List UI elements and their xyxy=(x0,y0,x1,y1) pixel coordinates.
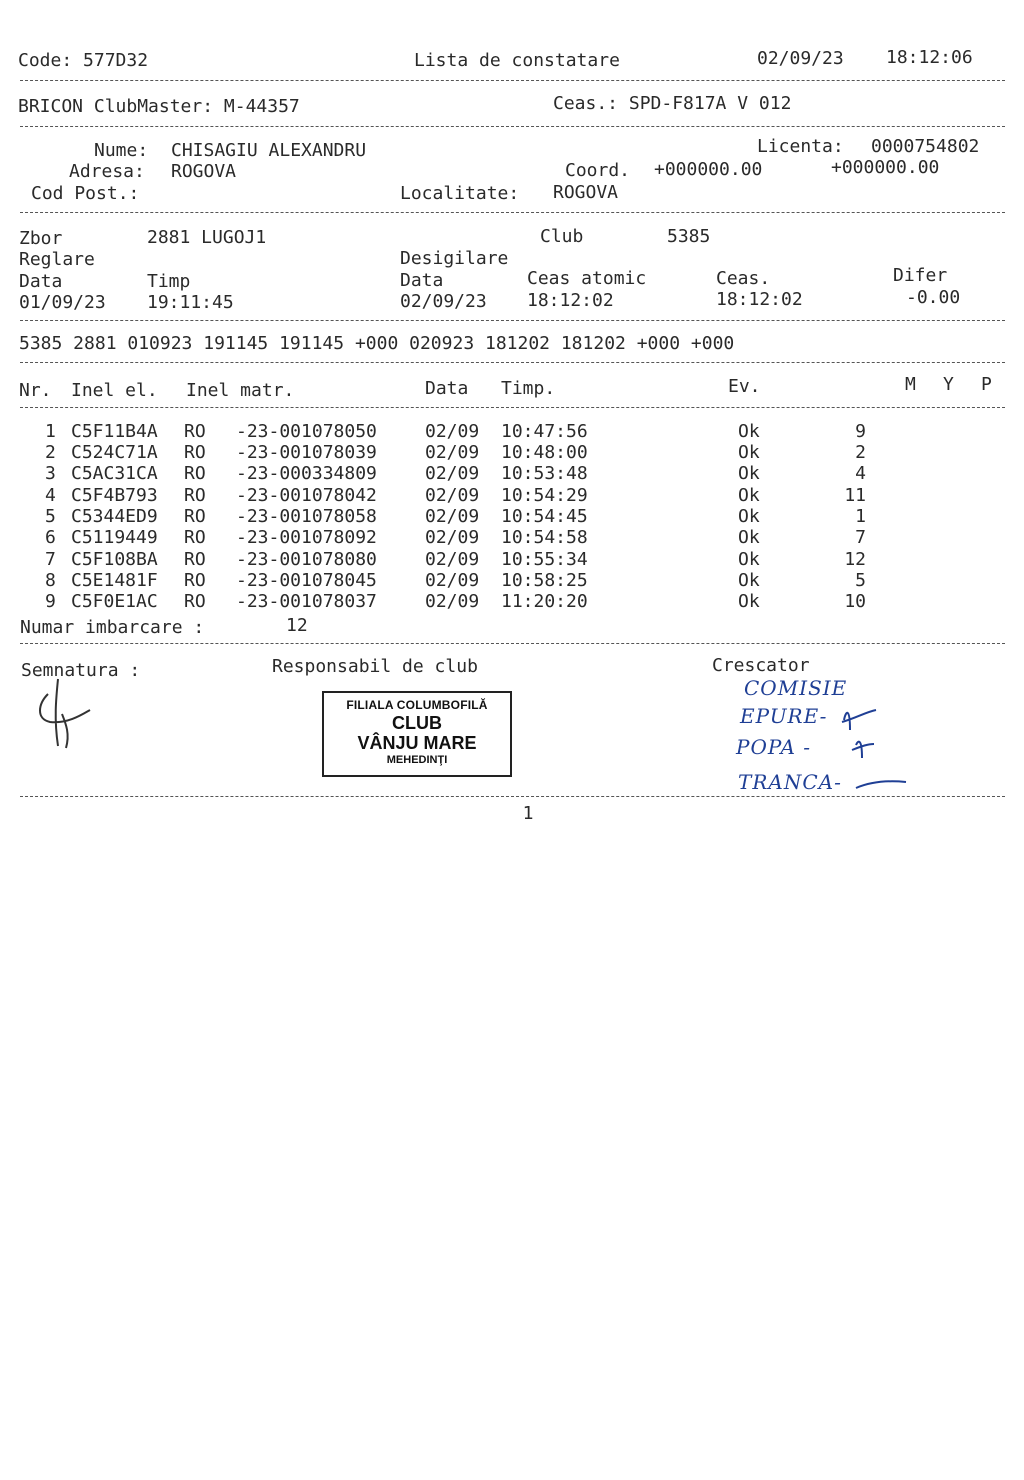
postal-label: Cod Post.: xyxy=(31,183,140,204)
report-code: Code: 577D32 xyxy=(18,50,149,71)
desigilare-date: 02/09/23 xyxy=(400,291,487,312)
license-number: 0000754802 xyxy=(871,136,980,157)
semnatura-label: Semnatura : xyxy=(21,660,141,681)
ceas-label: Ceas. xyxy=(716,268,771,289)
row-nr: 5 xyxy=(45,506,56,527)
handwritten-name-2: POPA - xyxy=(736,735,812,759)
row-nr: 2 xyxy=(45,442,56,463)
row-m: 12 xyxy=(844,549,866,570)
row-m: 2 xyxy=(855,442,866,463)
row-inel-el: C5E1481F xyxy=(71,570,158,591)
handwritten-initials xyxy=(836,700,916,810)
row-nr: 4 xyxy=(45,485,56,506)
coord-label: Coord. xyxy=(565,160,631,181)
row-time: 10:48:00 xyxy=(501,442,588,463)
row-m: 4 xyxy=(855,463,866,484)
row-inel-el: C5344ED9 xyxy=(71,506,158,527)
data-label: Data xyxy=(19,271,63,292)
row-country: RO xyxy=(184,549,206,570)
club-master: BRICON ClubMaster: M-44357 xyxy=(18,96,300,117)
responsabil-label: Responsabil de club xyxy=(272,656,478,677)
row-event: Ok xyxy=(738,442,760,463)
row-nr: 1 xyxy=(45,421,56,442)
row-time: 10:54:58 xyxy=(501,527,588,548)
crescator-label: Crescator xyxy=(712,655,810,676)
row-time: 11:20:20 xyxy=(501,591,588,612)
row-country: RO xyxy=(184,527,206,548)
col-header-data: Data xyxy=(425,378,469,399)
table-row xyxy=(0,570,1024,591)
row-inel-matr: -23-000334809 xyxy=(236,463,377,484)
row-inel-el: C5119449 xyxy=(71,527,158,548)
owner-address: ROGOVA xyxy=(171,161,237,182)
row-event: Ok xyxy=(738,506,760,527)
clock-time: 18:12:02 xyxy=(716,289,803,310)
row-inel-matr: -23-001078080 xyxy=(236,549,377,570)
timp-label: Timp xyxy=(147,271,191,292)
row-date: 02/09 xyxy=(425,442,480,463)
row-country: RO xyxy=(184,506,206,527)
row-time: 10:58:25 xyxy=(501,570,588,591)
data-label: Data xyxy=(400,270,444,291)
coord-value-1: +000000.00 xyxy=(654,159,763,180)
row-time: 10:55:34 xyxy=(501,549,588,570)
divider xyxy=(20,796,1005,797)
table-row xyxy=(0,485,1024,506)
row-inel-el: C5F11B4A xyxy=(71,421,158,442)
row-nr: 9 xyxy=(45,591,56,612)
divider xyxy=(20,212,1005,213)
divider xyxy=(20,407,1005,408)
divider xyxy=(20,320,1005,321)
zbor-value: 2881 LUGOJ1 xyxy=(147,227,267,248)
table-row xyxy=(0,463,1024,484)
row-nr: 8 xyxy=(45,570,56,591)
reglare-date: 01/09/23 xyxy=(19,292,106,313)
code-line: 5385 2881 010923 191145 191145 +000 020923 181202 181202 +000 +000 xyxy=(19,333,735,354)
row-event: Ok xyxy=(738,570,760,591)
handwritten-name-3: TRANCA- xyxy=(738,770,842,794)
club-label: Club xyxy=(540,226,584,247)
atomic-time: 18:12:02 xyxy=(527,290,614,311)
row-country: RO xyxy=(184,570,206,591)
license-label: Licenta: xyxy=(757,136,844,157)
col-header-inel-matr: Inel matr. xyxy=(186,380,295,401)
handwritten-commission: COMISIE xyxy=(744,676,848,700)
handwritten-name-1: EPURE- xyxy=(740,704,828,728)
row-m: 10 xyxy=(844,591,866,612)
table-row xyxy=(0,506,1024,527)
clock-id: Ceas.: SPD-F817A V 012 xyxy=(553,93,792,114)
difference: -0.00 xyxy=(906,287,961,308)
row-time: 10:54:45 xyxy=(501,506,588,527)
row-inel-matr: -23-001078042 xyxy=(236,485,377,506)
divider xyxy=(20,362,1005,363)
row-inel-matr: -23-001078045 xyxy=(236,570,377,591)
row-time: 10:47:56 xyxy=(501,421,588,442)
table-row xyxy=(0,421,1024,442)
row-m: 1 xyxy=(855,506,866,527)
col-header-timp: Timp. xyxy=(501,378,556,399)
difer-label: Difer xyxy=(893,265,948,286)
row-m: 11 xyxy=(844,485,866,506)
owner-name: CHISAGIU ALEXANDRU xyxy=(171,140,367,161)
divider xyxy=(20,80,1005,81)
stamp-line-2: CLUB xyxy=(392,713,442,733)
boarding-label: Numar imbarcare : xyxy=(20,617,205,638)
row-date: 02/09 xyxy=(425,527,480,548)
col-header-m: M xyxy=(905,374,916,395)
desigilare-label: Desigilare xyxy=(400,248,509,269)
row-m: 7 xyxy=(855,527,866,548)
ceas-atomic-label: Ceas atomic xyxy=(527,268,647,289)
stamp-line-3: VÂNJU MARE xyxy=(357,733,477,753)
row-event: Ok xyxy=(738,527,760,548)
locality-label: Localitate: xyxy=(400,183,520,204)
report-date: 02/09/23 xyxy=(757,48,844,69)
divider xyxy=(20,643,1005,644)
row-inel-el: C524C71A xyxy=(71,442,158,463)
row-nr: 7 xyxy=(45,549,56,570)
divider xyxy=(20,126,1005,127)
coord-value-2: +000000.00 xyxy=(831,157,940,178)
report-title: Lista de constatare xyxy=(414,50,620,71)
col-header-nr: Nr. xyxy=(19,380,52,401)
row-date: 02/09 xyxy=(425,570,480,591)
row-date: 02/09 xyxy=(425,463,480,484)
row-country: RO xyxy=(184,591,206,612)
row-event: Ok xyxy=(738,421,760,442)
row-time: 10:53:48 xyxy=(501,463,588,484)
reglare-time: 19:11:45 xyxy=(147,292,234,313)
table-row xyxy=(0,527,1024,548)
row-date: 02/09 xyxy=(425,506,480,527)
row-country: RO xyxy=(184,442,206,463)
row-date: 02/09 xyxy=(425,421,480,442)
row-inel-matr: -23-001078039 xyxy=(236,442,377,463)
row-country: RO xyxy=(184,463,206,484)
row-time: 10:54:29 xyxy=(501,485,588,506)
owner-locality: ROGOVA xyxy=(553,182,619,203)
row-m: 9 xyxy=(855,421,866,442)
table-row xyxy=(0,591,1024,612)
report-time: 18:12:06 xyxy=(886,47,973,68)
address-label: Adresa: xyxy=(69,161,145,182)
row-country: RO xyxy=(184,485,206,506)
row-date: 02/09 xyxy=(425,549,480,570)
table-row xyxy=(0,442,1024,463)
col-header-p: P xyxy=(981,374,992,395)
club-value: 5385 xyxy=(667,226,711,247)
col-header-ev: Ev. xyxy=(728,376,761,397)
col-header-y: Y xyxy=(943,374,954,395)
name-label: Nume: xyxy=(94,140,149,161)
page-number: 1 xyxy=(522,803,534,824)
reglare-label: Reglare xyxy=(19,249,95,270)
row-inel-matr: -23-001078058 xyxy=(236,506,377,527)
boarding-value: 12 xyxy=(286,615,308,636)
row-inel-matr: -23-001078050 xyxy=(236,421,377,442)
row-inel-matr: -23-001078037 xyxy=(236,591,377,612)
row-nr: 3 xyxy=(45,463,56,484)
row-event: Ok xyxy=(738,591,760,612)
stamp-line-4: MEHEDINŢI xyxy=(386,754,448,766)
row-inel-el: C5F0E1AC xyxy=(71,591,158,612)
row-event: Ok xyxy=(738,463,760,484)
row-inel-el: C5F4B793 xyxy=(71,485,158,506)
row-date: 02/09 xyxy=(425,591,480,612)
zbor-label: Zbor xyxy=(19,228,63,249)
row-inel-el: C5F108BA xyxy=(71,549,158,570)
row-inel-matr: -23-001078092 xyxy=(236,527,377,548)
row-event: Ok xyxy=(738,549,760,570)
row-event: Ok xyxy=(738,485,760,506)
row-nr: 6 xyxy=(45,527,56,548)
row-country: RO xyxy=(184,421,206,442)
table-row xyxy=(0,549,1024,570)
row-date: 02/09 xyxy=(425,485,480,506)
row-m: 5 xyxy=(855,570,866,591)
stamp-line-1: FILIALA COLUMBOFILĂ xyxy=(346,698,488,712)
club-stamp xyxy=(322,691,512,777)
signature-mark xyxy=(28,674,98,754)
row-inel-el: C5AC31CA xyxy=(71,463,158,484)
col-header-inel-el: Inel el. xyxy=(71,380,158,401)
